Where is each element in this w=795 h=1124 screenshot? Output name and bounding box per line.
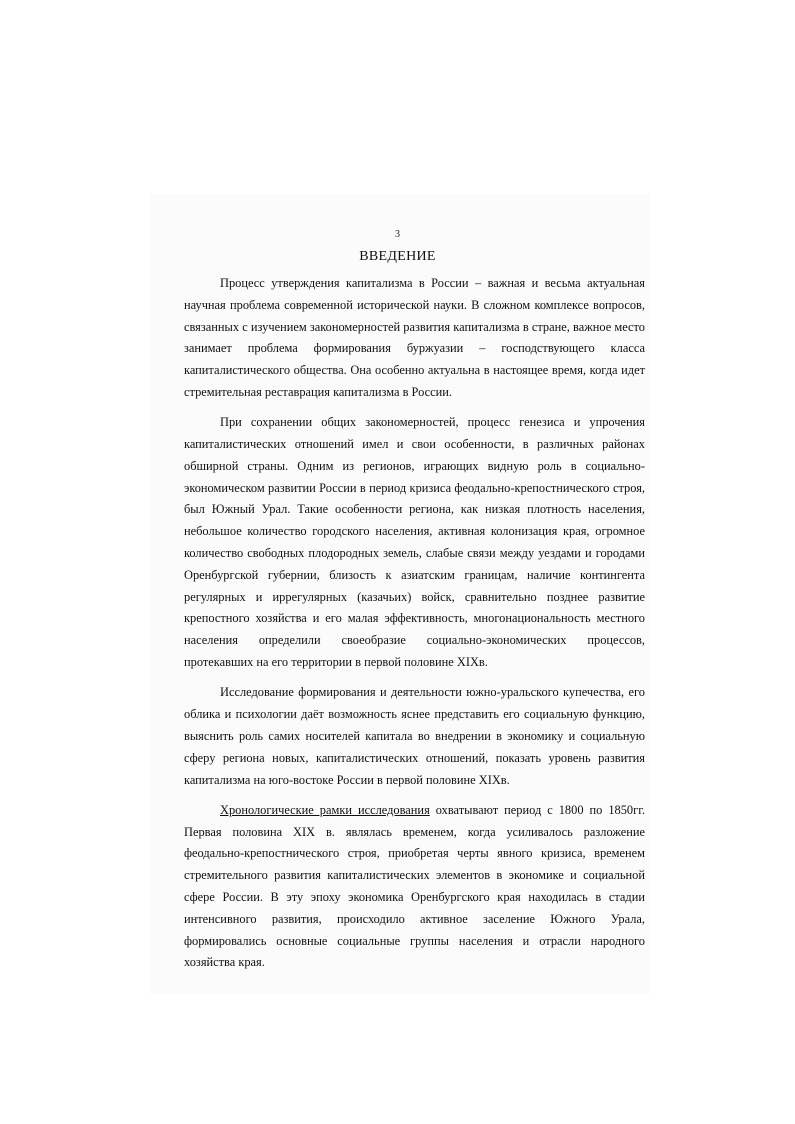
- page-heading: ВВЕДЕНИЕ: [359, 249, 436, 264]
- paragraph-4: [184, 800, 645, 974]
- page-number: 3: [395, 229, 400, 240]
- chronology-lead: Хронологические рамки исследования: [220, 802, 430, 817]
- paragraph-2: При сохранении общих закономерностей, процесс генезиса и упрочения капиталистических отношений имел и свои особенности, в различных районах обширной страны. Одним из регионов, играющих видную роль в социально-экономическом развитии России в период кризиса феодально-крепостнического строя, был Южный Урал. Такие особенности региона, как низкая плотность населения, небольшое количество городского населения, активная колонизация края, огромное количество свободных плодородных земель, слабые связи между уездами и городами Оренбургской губернии, близость к азиатским границам, наличие контингента регулярных и иррегулярных (казачьих) войск, сравнительно позднее развитие крепостного хозяйства и его малая эффективность, многонациональность местного населения определили своеобразие социально-экономических процессов, протекавших на его территории в первой половине XIXв.: [184, 415, 645, 670]
- paragraph-4-text: охватывают период с 1800 по 1850гг. Первая половина XIX в. являлась временем, когда усиливалось разложение феодально-крепостнического строя, приобретая черты явного кризиса, временем стремительного развития капиталистических элементов в экономике и социальной сфере России. В эту эпоху экономика Оренбургского края находилась в стадии интенсивного развития, происходило активное заселение Южного Урала, формировались основные социальные группы населения и отрасли народного хозяйства края.: [184, 802, 645, 970]
- paragraph-1: Процесс утверждения капитализма в России – важная и весьма актуальная научная проблема современной исторической науки. В сложном комплексе вопросов, связанных с изучением закономерностей развития капитализма в стране, важное место занимает проблема формирования буржуазии – господствующего класса капиталистического общества. Она особенно актуальна в настоящее время, когда идет стремительная реставрация капитализма в России.: [184, 276, 645, 399]
- body-text: [184, 273, 645, 983]
- paragraph-3: Исследование формирования и деятельности южно-уральского купечества, его облика и психологии даёт возможность яснее представить его социальную функцию, выяснить роль самих носителей капитала во внедрении в экономику и социальную сферу региона новых, капиталистических отношений, показать уровень развития капитализма на юго-востоке России в первой половине XIXв.: [184, 685, 645, 787]
